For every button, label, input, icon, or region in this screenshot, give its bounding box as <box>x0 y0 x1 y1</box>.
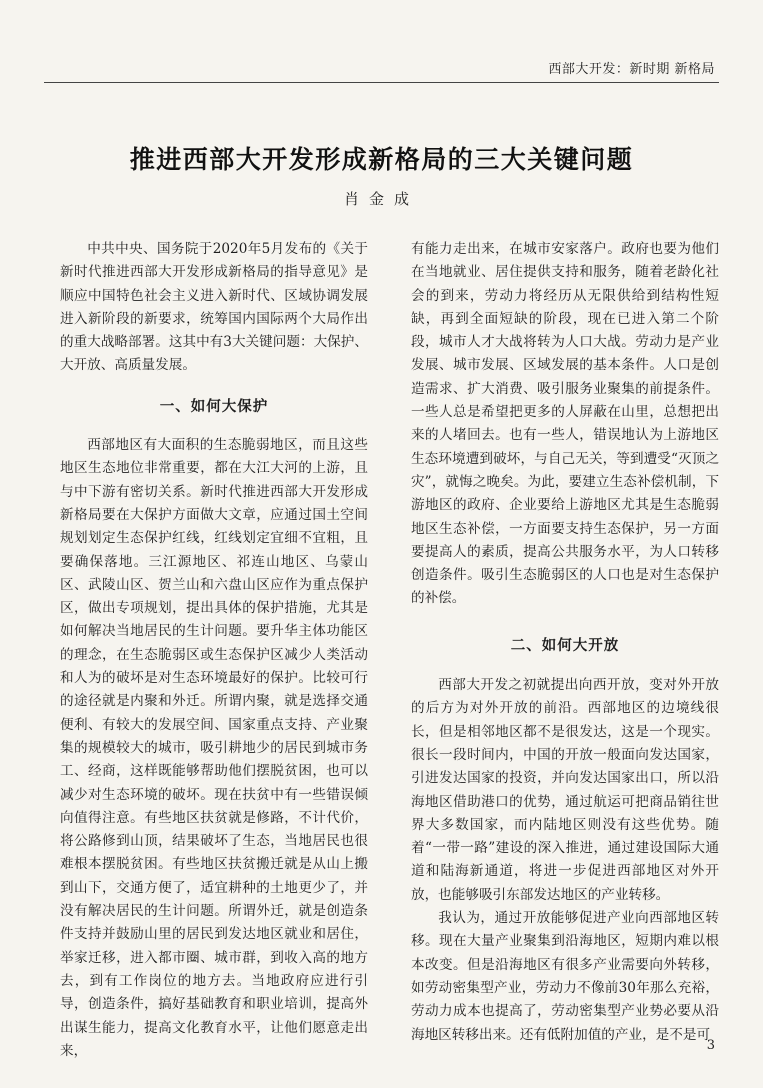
running-header: 西部大开发：新时期 新格局 <box>548 62 715 77</box>
section1-continued-paragraph: 有能力走出来，在城市安家落户。政府也要为他们在当地就业、居住提供支持和服务，随着老龄化社会的到来，劳动力将经历从无限供给到结构性短缺，再到全面短缺的阶段，现在已进入第二个阶段，城市人才大战将转为人口大战。劳动力是产业发展、城市发展、区域发展的基本条件。人口是创造需求、扩大消费、吸引服务业聚集的前提条件。一些人总是希望把更多的人屏蔽在山里，总想把出来的人堵回去。也有一些人，错误地认为上游地区生态环境遭到破坏，与自己无关，等到遭受“灭顶之灾”，就悔之晚矣。为此，要建立生态补偿机制，下游地区的政府、企业要给上游地区尤其是生态脆弱地区生态补偿，一方面要支持生态保护，另一方面要提高人的素质，提高公共服务水平，为人口转移创造条件。吸引生态脆弱区的人口也是对生态保护的补偿。 <box>411 241 719 607</box>
section2-paragraph-2: 我认为，通过开放能够促进产业向西部地区转移。现在大量产业聚集到沿海地区，短期内难以根本改变。但是沿海地区有很多产业需要向外转移，如劳动密集型产业，劳动力不像前30年那么充裕，劳动力成本也提高了，劳动密集型产业势必要从沿海地区转移出来。还有低附加值的产业，是不是可 <box>411 910 719 1043</box>
left-column <box>60 238 368 1063</box>
article-author: 肖金成 <box>343 190 419 208</box>
section1-paragraph: 西部地区有大面积的生态脆弱地区，而且这些地区生态地位非常重要，都在大江大河的上游，且与中下游有密切关系。新时代推进西部大开发形成新格局要在大保护方面做大文章，应通过国土空间规划划定生态保护红线，红线划定宜细不宜粗，且要确保落地。三江源地区、祁连山地区、乌蒙山区、武陵山区、贺兰山和六盘山区应作为重点保护区，做出专项规划，提出具体的保护措施，尤其是如何解决当地居民的生计问题。要升华主体功能区的理念，在生态脆弱区或生态保护区减少人类活动和人为的破坏是对生态环境最好的保护。比较可行的途径就是内聚和外迁。所谓内聚，就是选择交通便利、有较大的发展空间、国家重点支持、产业聚集的规模较大的城市，吸引耕地少的居民到城市务工、经商，这样既能够帮助他们摆脱贫困，也可以减少对生态环境的破坏。现在扶贫中有一些错误倾向值得注意。有些地区扶贫就是修路，不计代价，将公路修到山顶，结果破坏了生态，当地居民也很难根本摆脱贫困。有些地区扶贫搬迁就是从山上搬到山下，交通方便了，适宜耕种的土地更少了，并没有解决居民的生计问题。所谓外迁，就是创造条件支持并鼓励山里的居民到发达地区就业和居住，举家迁移，进入都市圈、城市群，到收入高的地方去，到有工作岗位的地方去。当地政府应进行引导，创造条件，搞好基础教育和职业培训，提高外出谋生能力，提高文化教育水平，让他们愿意走出来， <box>60 437 368 1059</box>
intro-paragraph: 中共中央、国务院于2020年5月发布的《关于新时代推进西部大开发形成新格局的指导意见》是顺应中国特色社会主义进入新时代、区域协调发展进入新阶段的新要求，统筹国内国际两个大局作出的重大战略部署。这其中有3大关键问题：大保护、大开放、高质量发展。 <box>60 241 368 374</box>
article-title: 推进西部大开发形成新格局的三大关键问题 <box>129 145 634 174</box>
section2-paragraph-1: 西部大开发之初就提出向西开放，变对外开放的后方为对外开放的前沿。西部地区的边境线很长，但是相邻地区都不是很发达，这是一个现实。很长一段时间内，中国的开放一般面向发达国家，引进发达国家的投资，并向发达国家出口，所以沿海地区借助港口的优势，通过航运可把商品销往世界大多数国家，而内陆地区则没有这些优势。随着“一带一路”建设的深入推进，通过建设国际大通道和陆海新通道，将进一步促进西部地区对外开放，也能够吸引东部发达地区的产业转移。 <box>411 677 719 903</box>
section-heading-protection: 一、如何大保护 <box>159 398 269 415</box>
page-number: 3 <box>706 1038 715 1053</box>
header-divider <box>44 82 719 83</box>
right-column <box>411 238 719 1047</box>
section-heading-opening: 二、如何大开放 <box>510 637 620 654</box>
